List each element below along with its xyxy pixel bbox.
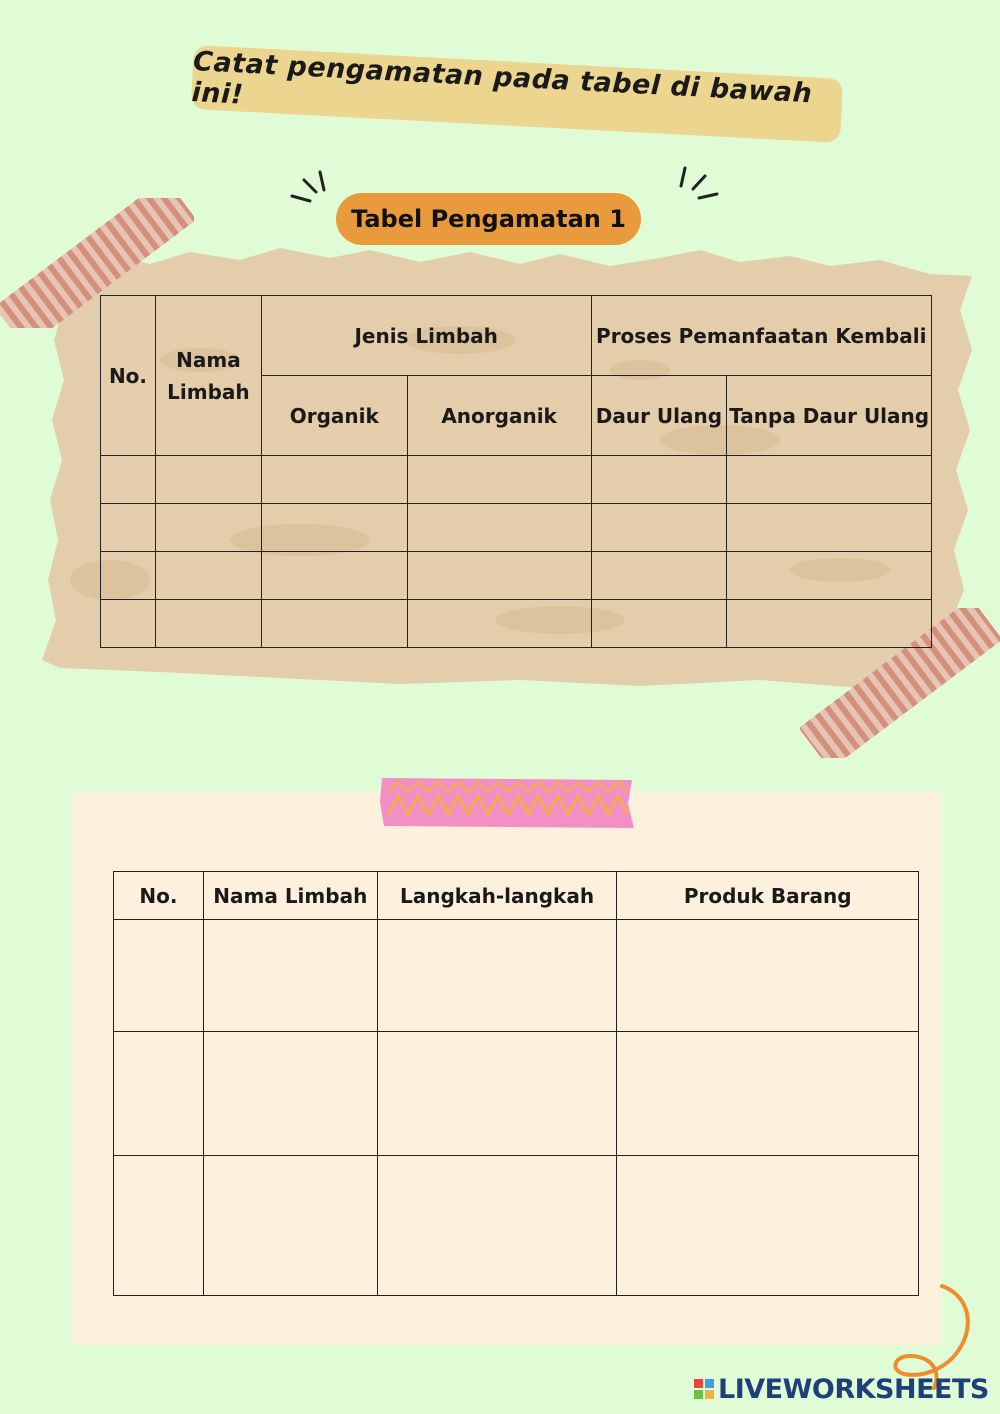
cell-input[interactable] <box>377 1032 617 1156</box>
header-no: No. <box>101 296 156 456</box>
cell-input[interactable] <box>591 504 727 552</box>
cell-input[interactable] <box>727 600 932 648</box>
instruction-text: Catat pengamatan pada tabel di bawah ini! <box>190 46 814 111</box>
spark-left-icon <box>288 166 338 206</box>
cell-input[interactable] <box>203 1156 377 1296</box>
cell-input[interactable] <box>114 1032 204 1156</box>
liveworksheets-logo <box>694 1372 989 1406</box>
observation-table-2 <box>113 871 919 1296</box>
cell-input[interactable] <box>407 600 591 648</box>
cell-input[interactable] <box>261 552 407 600</box>
header-nama-limbah: Nama Limbah <box>155 296 261 456</box>
cell-input[interactable] <box>114 1156 204 1296</box>
cell-input[interactable] <box>261 600 407 648</box>
header-nama-limbah: Nama Limbah <box>203 872 377 920</box>
header-daur-ulang: Daur Ulang <box>591 376 727 456</box>
header-anorganik: Anorganik <box>407 376 591 456</box>
cell-input[interactable] <box>377 920 617 1032</box>
cell-input[interactable] <box>591 456 727 504</box>
table1-title-pill <box>336 193 641 245</box>
spark-right-icon <box>675 162 725 206</box>
cell-input[interactable] <box>203 920 377 1032</box>
cell-input[interactable] <box>203 1032 377 1156</box>
cell-input[interactable] <box>101 600 156 648</box>
header-produk-barang: Produk Barang <box>617 872 919 920</box>
table-row <box>101 456 932 504</box>
observation-table-1 <box>100 295 932 648</box>
cell-input[interactable] <box>591 552 727 600</box>
logo-cube-icon <box>694 1379 714 1399</box>
header-proses-pemanfaatan: Proses Pemanfaatan Kembali <box>591 296 932 376</box>
cell-input[interactable] <box>114 920 204 1032</box>
table1-title: Tabel Pengamatan 1 <box>351 205 626 233</box>
cell-input[interactable] <box>727 504 932 552</box>
cell-input[interactable] <box>155 504 261 552</box>
cell-input[interactable] <box>155 552 261 600</box>
table-row <box>101 600 932 648</box>
table-row <box>114 1032 919 1156</box>
cell-input[interactable] <box>155 456 261 504</box>
cell-input[interactable] <box>377 1156 617 1296</box>
cell-input[interactable] <box>101 552 156 600</box>
cell-input[interactable] <box>407 504 591 552</box>
cell-input[interactable] <box>261 456 407 504</box>
cell-input[interactable] <box>617 1156 919 1296</box>
cell-input[interactable] <box>261 504 407 552</box>
cell-input[interactable] <box>407 552 591 600</box>
cell-input[interactable] <box>727 456 932 504</box>
table-row <box>101 552 932 600</box>
cell-input[interactable] <box>727 552 932 600</box>
cell-input[interactable] <box>155 600 261 648</box>
header-no: No. <box>114 872 204 920</box>
logo-text: LIVEWORKSHEETS <box>718 1373 989 1405</box>
table-row <box>114 920 919 1032</box>
tape-pink-zigzag <box>378 774 636 832</box>
table-row <box>101 504 932 552</box>
cell-input[interactable] <box>407 456 591 504</box>
cell-input[interactable] <box>617 1032 919 1156</box>
header-langkah-langkah: Langkah-langkah <box>377 872 617 920</box>
cell-input[interactable] <box>101 504 156 552</box>
cell-input[interactable] <box>101 456 156 504</box>
cell-input[interactable] <box>617 920 919 1032</box>
header-jenis-limbah: Jenis Limbah <box>261 296 591 376</box>
header-organik: Organik <box>261 376 407 456</box>
cell-input[interactable] <box>591 600 727 648</box>
header-tanpa-daur-ulang: Tanpa Daur Ulang <box>727 376 932 456</box>
table-row <box>114 1156 919 1296</box>
instruction-banner <box>191 45 843 143</box>
